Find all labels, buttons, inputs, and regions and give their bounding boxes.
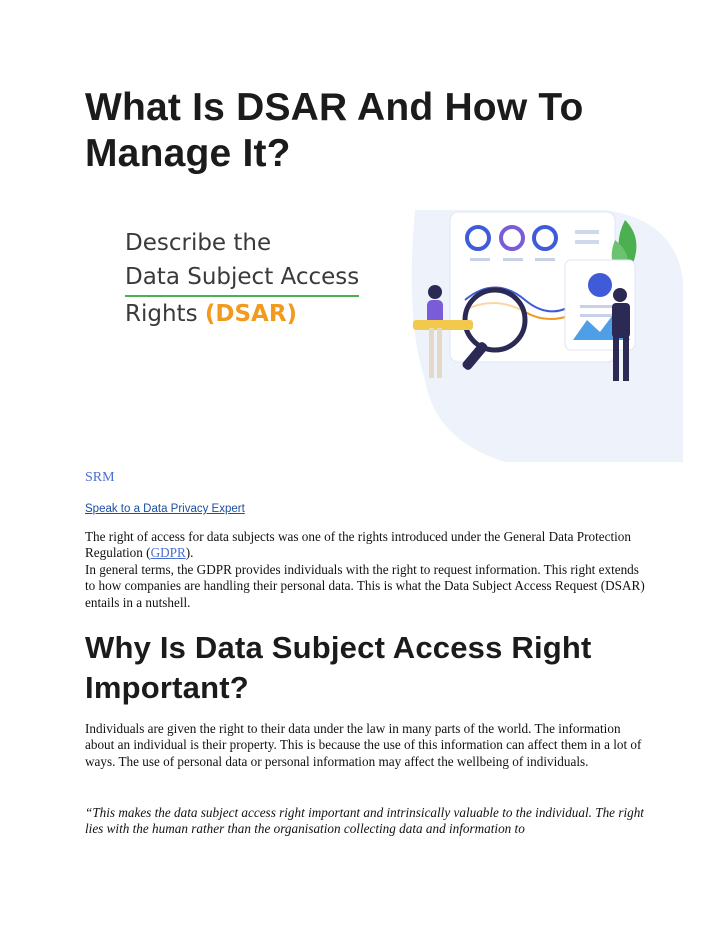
hero-line-1: Describe the bbox=[125, 230, 272, 256]
section-heading: Why Is Data Subject Access Right Important? bbox=[85, 630, 592, 705]
hero-dsar-highlight: (DSAR) bbox=[204, 301, 298, 327]
srm-link[interactable]: SRM bbox=[85, 470, 115, 485]
intro-text-after-link: ). bbox=[185, 545, 194, 561]
hero-line-3: Rights bbox=[125, 301, 198, 327]
hero-banner-text bbox=[125, 226, 359, 331]
quote-paragraph: “This makes the data subject access right important and intrinsically valuable to the individual. The right lies with the human rather than the organisation collecting data and information to bbox=[85, 805, 644, 837]
page-title: What Is DSAR And How To Manage It? bbox=[85, 86, 584, 175]
hero-banner-image bbox=[85, 200, 685, 465]
intro-paragraph bbox=[85, 529, 645, 611]
hero-illustration bbox=[375, 200, 685, 462]
intro-text-before-link: The right of access for data subjects was one of the rights introduced under the General Data Protection Regulation ( bbox=[85, 529, 631, 561]
gdpr-link[interactable]: GDPR bbox=[150, 545, 186, 561]
intro-text-rest: In general terms, the GDPR provides individuals with the right to request information. This right extends to how companies are handling their personal data. This is what the Data Subject Access Request (DSAR) entails in a nutshell. bbox=[85, 561, 645, 610]
section-paragraph: Individuals are given the right to their data under the law in many parts of the world. The information about an individual is their property. This is because the use of this information can affect them in a lot of ways. The use of personal data or personal information may affect the wellbeing of individuals. bbox=[85, 721, 642, 769]
hero-line-2: Data Subject Access bbox=[125, 260, 359, 297]
speak-to-expert-link[interactable]: Speak to a Data Privacy Expert bbox=[85, 503, 245, 515]
